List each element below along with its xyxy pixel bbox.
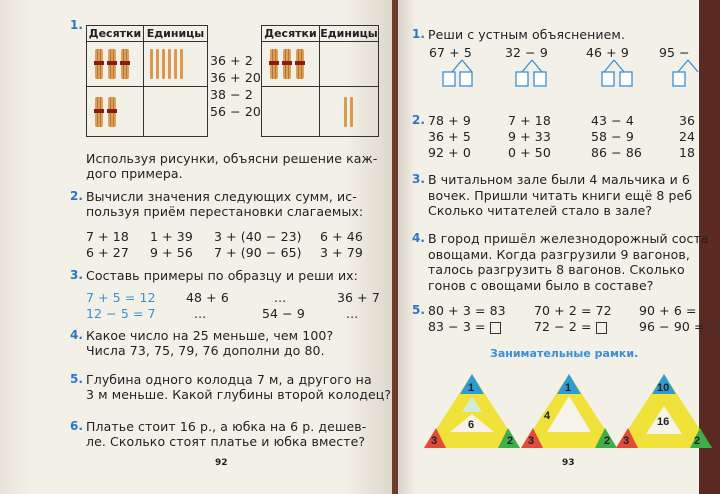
task-number: 1.: [412, 27, 425, 41]
place-value-table-2: [261, 25, 379, 137]
expression: 3 + (40 − 23): [214, 229, 302, 244]
task-2-col-3: [591, 113, 642, 161]
task-1-text: Реши с устным объяснением.: [428, 27, 626, 42]
equation: 90 + 6 =: [639, 303, 697, 318]
expression: ...: [346, 306, 359, 321]
task-number: 1.: [70, 18, 83, 32]
expression: 58 − 9: [591, 129, 634, 144]
expression: 86 − 86: [591, 145, 642, 160]
triangle-left-number: 3: [623, 435, 630, 447]
page-number: 93: [562, 458, 575, 468]
task-number: 5.: [70, 372, 83, 386]
decomposition-diagrams: [398, 58, 699, 98]
header-ones: Единицы: [144, 26, 208, 42]
text-line: Сколько читателей стало в зале?: [428, 203, 653, 218]
text-line: Вычисли значения следующих сумм, ис-: [86, 189, 357, 204]
text-line: Какое число на 25 меньше, чем 100?: [86, 328, 334, 343]
expression: 7 + 18: [86, 229, 129, 244]
text-line: Глубина одного колодца 7 м, а другого на: [86, 372, 372, 387]
triangle-top-number: 10: [657, 382, 670, 394]
expression: 1 + 39: [150, 229, 193, 244]
expression: 36 + 2: [210, 53, 253, 68]
expression: 9 + 33: [508, 129, 551, 144]
text-line: овощами. Когда разгрузили 9 вагонов,: [428, 246, 690, 262]
text-line: Числа 73, 75, 79, 76 дополни до 80.: [86, 343, 325, 358]
tens-bundles: [87, 49, 143, 79]
sample-expression: 7 + 5 = 12: [86, 290, 156, 305]
expression: 46 + 9: [586, 45, 629, 60]
answer-box: [490, 322, 501, 334]
triangle-mid-number: 6: [468, 419, 475, 431]
triangle-left-number: 3: [431, 435, 438, 447]
answer-box: [709, 322, 720, 334]
expression: 6 + 27: [86, 245, 129, 260]
triangle-frame-2: [519, 372, 619, 450]
triangle-mid-number: 4: [544, 410, 551, 422]
triangle-top-number: 1: [468, 382, 475, 394]
text-line: В читальном зале были 4 мальчика и 6: [428, 172, 690, 187]
task-3-text: [428, 172, 692, 219]
expression: 36 + 5: [428, 129, 471, 144]
expression: 78 + 9: [428, 113, 471, 128]
task-2-col-1: [428, 113, 471, 161]
expressions-list: [210, 52, 261, 120]
task-number: 5.: [412, 303, 425, 317]
answer-box: [596, 322, 607, 334]
expression: 43 − 4: [591, 113, 634, 128]
task-number: 2.: [412, 113, 425, 127]
expression: ...: [274, 290, 287, 305]
task-number: 3.: [412, 172, 425, 186]
expression: 92 + 0: [428, 145, 471, 160]
header-tens: Десятки: [87, 26, 144, 42]
text-line: В город пришёл железнодорожный соста: [428, 231, 709, 246]
place-value-table-1: [86, 25, 208, 137]
text-line: Платье стоит 16 р., а юбка на 6 р. дешев-: [86, 419, 367, 434]
expression: 24: [679, 129, 696, 144]
task-number: 4.: [70, 328, 83, 342]
expression: 56 − 20: [210, 104, 261, 119]
header-ones: Единицы: [320, 27, 378, 40]
task-6-text: [86, 419, 366, 449]
expression: 36: [679, 113, 696, 128]
expression: 54 − 9: [262, 306, 305, 321]
task-3-sample: [86, 290, 156, 322]
expression: 9 + 56: [150, 245, 193, 260]
expression: ...: [194, 306, 207, 321]
right-page: [398, 0, 709, 494]
triangle-right-number: 2: [694, 435, 701, 447]
triangle-right-number: 2: [507, 435, 514, 447]
task-1-text: [86, 151, 378, 181]
expression: 36 + 20: [210, 70, 261, 85]
frames-title: Занимательные рамки.: [490, 347, 639, 360]
triangle-frame-1: [422, 372, 522, 450]
equation: 96 − 90 =: [639, 319, 705, 334]
expression: 6 + 46: [320, 229, 363, 244]
task-2-col-4: [679, 113, 695, 161]
text-line: ле. Сколько стоят платье и юбка вместе?: [86, 434, 366, 449]
text-line: вочек. Пришли читать книги ещё 8 реб: [428, 187, 693, 203]
task-5-text: [86, 372, 391, 402]
page-number: 92: [215, 458, 228, 468]
header-tens: Десятки: [262, 26, 320, 42]
triangle-right-number: 2: [604, 435, 611, 447]
task-number: 6.: [70, 419, 83, 433]
task-2-expressions: [86, 229, 363, 261]
expression: 67 + 5: [429, 45, 472, 60]
task-number: 4.: [412, 231, 425, 245]
tens-bundles: [262, 49, 319, 79]
triangle-top-number: 1: [565, 382, 572, 394]
equation: 80 + 3 = 83: [428, 303, 506, 318]
triangle-mid-number: 16: [657, 416, 670, 428]
expression: 36 + 7: [337, 290, 380, 305]
text-line: талось разгрузить 8 вагонов. Сколько: [428, 262, 685, 277]
expression: 7 + (90 − 65): [214, 245, 302, 260]
task-2-text: [86, 189, 363, 219]
equation: 72 − 2 =: [534, 319, 592, 334]
task-4-text: [428, 231, 709, 293]
text-line: дого примера.: [86, 166, 183, 181]
text-line: гонов с овощами было в составе?: [428, 277, 654, 293]
equation: 83 − 3 =: [428, 319, 486, 334]
text-line: пользуя приём перестановки слагаемых:: [86, 204, 364, 219]
sample-expression: 12 − 5 = 7: [86, 306, 156, 321]
tens-bundles: [87, 97, 143, 127]
expression: 48 + 6: [186, 290, 229, 305]
expression: 38 − 2: [210, 87, 253, 102]
ones-sticks: [320, 97, 378, 127]
expression: 32 − 9: [505, 45, 548, 60]
equation: 70 + 2 = 72: [534, 303, 612, 318]
triangle-frame-3: [614, 372, 704, 450]
task-2-col-2: [508, 113, 551, 161]
text-line: Используя рисунки, объясни решение каж-: [86, 151, 378, 166]
expression: 7 + 18: [508, 113, 551, 128]
expression: 18: [679, 145, 696, 160]
expression: 0 + 50: [508, 145, 551, 160]
ones-sticks: [144, 49, 207, 79]
triangle-left-number: 3: [528, 435, 535, 447]
expression: 95 −: [659, 45, 690, 60]
task-4-text: [86, 328, 333, 358]
task-number: 3.: [70, 268, 83, 282]
expression: 3 + 79: [320, 245, 363, 260]
text-line: 3 м меньше. Какой глубины второй колодец?: [86, 387, 392, 402]
task-number: 2.: [70, 189, 83, 203]
task-3-text: Составь примеры по образцу и реши их:: [86, 268, 358, 283]
